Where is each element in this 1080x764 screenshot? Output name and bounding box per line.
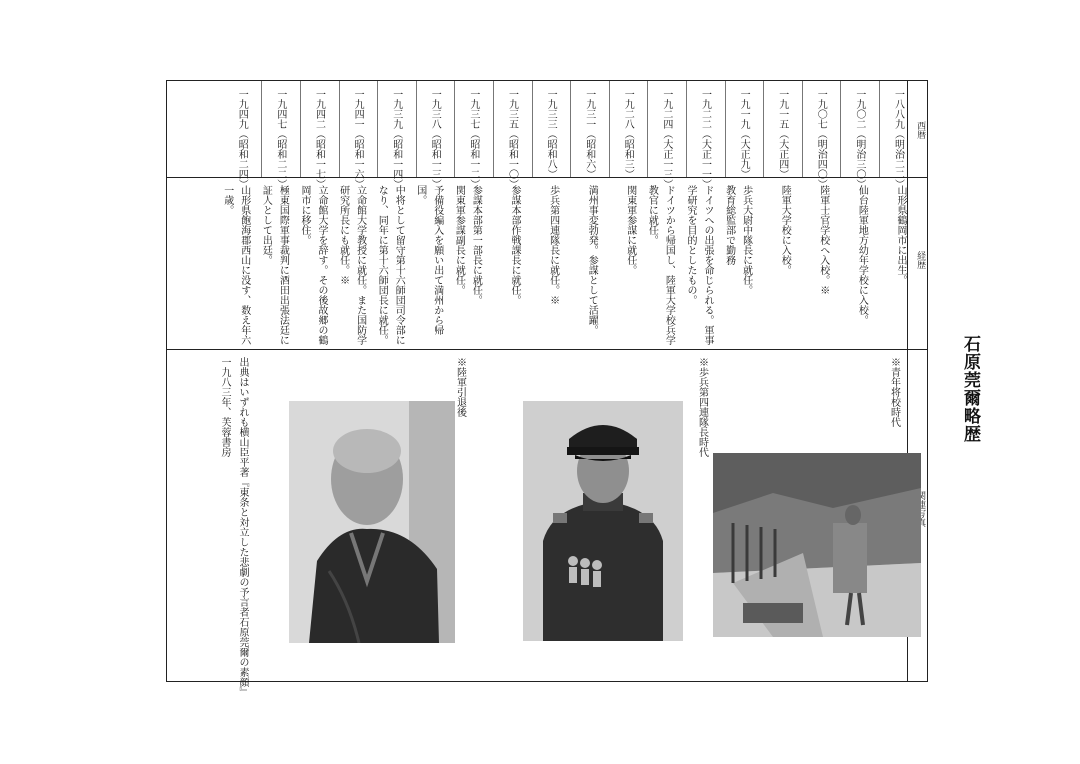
- young-officer-photo: [713, 453, 921, 637]
- timeline-event-line: 立命館大学教授に就任。また国防学: [354, 185, 366, 345]
- row-divider-career: [167, 349, 927, 350]
- photo-caption-3: ※陸軍引退後: [454, 357, 466, 417]
- date-column-divider: [647, 81, 648, 177]
- timeline-event-line: 研究所長にも就任。※: [337, 185, 349, 285]
- timeline-date: 一九一九（大正九）: [738, 89, 750, 179]
- header-year: 西暦: [915, 121, 926, 139]
- date-column-divider: [377, 81, 378, 177]
- timeline-event-line: なり、同年に第十六師団長に就任。: [376, 185, 388, 345]
- date-column-divider: [493, 81, 494, 177]
- date-column-divider: [840, 81, 841, 177]
- timeline-date: 一九二二（大正一一）: [699, 89, 711, 189]
- timeline-date: 一八八九（明治二二）: [892, 89, 904, 189]
- timeline-event-line: 立命館大学を辞す。その後故郷の鶴: [316, 185, 327, 345]
- timeline-event-line: 教官に就任。: [646, 185, 658, 245]
- timeline-date: 一九四七（昭和二二）: [274, 89, 286, 189]
- timeline-event-line: 予備役編入を願い出て満州から帰: [431, 185, 443, 335]
- date-column-divider: [532, 81, 533, 177]
- timeline-event-line: 極東国際軍事裁判に酒田出張法廷に: [277, 185, 289, 345]
- source-note-line-1: 出典はいずれも横山臣平著『東条と対立した悲劇の予言者石原莞爾の素顔』: [237, 357, 248, 697]
- timeline-event-line: 参謀本部作戦課長に就任。: [509, 185, 520, 305]
- date-column-divider: [570, 81, 571, 177]
- timeline-date: 一九三九（昭和一四）: [390, 89, 402, 189]
- timeline-date: 一九〇七（明治四〇）: [815, 89, 827, 189]
- timeline-event-line: 歩兵第四連隊長に就任。※: [547, 185, 559, 305]
- photo-caption-2: ※歩兵第四連隊長時代: [696, 357, 708, 457]
- timeline-date: 一九〇二（明治三〇）: [853, 89, 865, 189]
- timeline-date: 一九二八（昭和三）: [622, 89, 634, 179]
- date-column-divider: [686, 81, 687, 177]
- timeline-event-line: 関東軍参謀に就任。: [624, 185, 636, 275]
- timeline-event-line: 陸軍士官学校へ入校。※: [817, 185, 829, 295]
- source-note-line-2: 一九八三年、芙蓉書房: [219, 357, 230, 457]
- date-column-divider: [802, 81, 803, 177]
- date-column-divider: [339, 81, 340, 177]
- date-column-divider: [763, 81, 764, 177]
- timeline-event-line: 歩兵大尉中隊長に就任。: [740, 185, 752, 295]
- header-career: 経歴: [915, 251, 926, 269]
- timeline-event-line: 証人として出廷。: [260, 185, 272, 265]
- timeline-date: 一九一五（大正四）: [776, 89, 788, 179]
- timeline-event-line: 山形県鶴岡市に出生。: [895, 185, 906, 285]
- timeline-date: 一九三三（昭和八）: [545, 89, 557, 179]
- timeline-event-line: 参謀本部第一部長に就任。: [470, 185, 482, 305]
- date-column-divider: [261, 81, 262, 177]
- timeline-date: 一九三七（昭和一二）: [467, 89, 479, 189]
- timeline-date: 一九二四（大正一三）: [660, 89, 672, 189]
- timeline-event-line: 山形県飽海郡西山に没す、数え年六: [238, 185, 250, 345]
- retired-portrait-photo: [289, 401, 455, 643]
- timeline-date: 一九三一（昭和六）: [583, 89, 595, 179]
- timeline-date: 一九四九（昭和二四）: [236, 89, 248, 189]
- timeline-date: 一九三五（昭和一〇）: [506, 89, 518, 189]
- timeline-date: 一九四一（昭和一六）: [352, 89, 364, 189]
- timeline-event-line: 関東軍参謀副長に就任。: [453, 185, 465, 295]
- timeline-event-line: 仙台陸軍地方幼年学校に入校。: [856, 185, 868, 325]
- timeline-event-line: ドイツへの出張を命じられる。軍事: [702, 185, 713, 345]
- date-column-divider: [879, 81, 880, 177]
- date-column-divider: [725, 81, 726, 177]
- timeline-event-line: 岡市に移住。: [299, 185, 310, 245]
- timeline-event-line: 満州事変勃発。参謀として活躍。: [586, 185, 598, 335]
- timeline-event-line: 国。: [414, 185, 426, 205]
- date-column-divider: [300, 81, 301, 177]
- timeline-event-line: 陸軍大学校に入校。: [779, 185, 791, 275]
- timeline-event-line: 学研究を目的としたもの。: [685, 185, 696, 305]
- date-column-divider: [454, 81, 455, 177]
- regiment-commander-photo: [523, 401, 683, 641]
- date-column-divider: [609, 81, 610, 177]
- photo-caption-1: ※青年将校時代: [888, 357, 900, 427]
- date-column-divider: [416, 81, 417, 177]
- timeline-date: 一九四二（昭和一七）: [313, 89, 325, 189]
- timeline-event-line: 中将として留守第十六師団司令部に: [393, 185, 405, 345]
- timeline-date: 一九三八（昭和一三）: [429, 89, 441, 189]
- timeline-event-line: 教育総監部で勤務: [723, 185, 735, 265]
- timeline-event-line: 一歳。: [221, 185, 233, 215]
- page-title: 石原莞爾略歴: [960, 335, 980, 443]
- timeline-event-line: ドイツから帰国し、陸軍大学校兵学: [663, 185, 675, 345]
- chronology-table: [166, 80, 928, 697]
